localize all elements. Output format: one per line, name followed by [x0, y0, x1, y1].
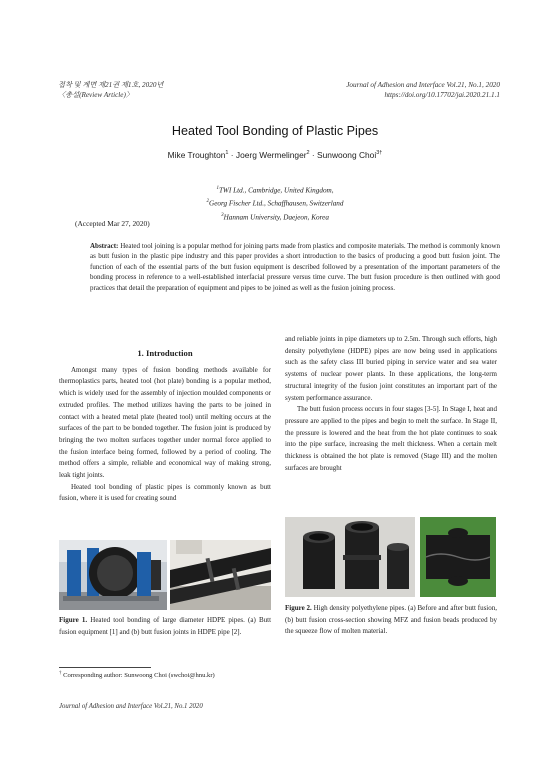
affiliation-sup: 2	[206, 199, 209, 205]
author-separator: ·	[311, 150, 315, 160]
affiliation-text: TWI Ltd., Cambridge, United Kingdom,	[218, 186, 334, 195]
header-doi-link[interactable]: https://doi.org/10.17702/jai.2020.21.1.1	[384, 91, 500, 99]
header-journal-name: Journal of Adhesion and Interface Vol.21, No.1, 2020	[346, 81, 500, 89]
author-name: Sunwoong Choi	[317, 150, 377, 160]
abstract-label: Abstract:	[90, 242, 119, 250]
figure-2-label: Figure 2.	[285, 604, 312, 612]
footnote-sup: †	[59, 671, 62, 676]
paragraph: Heated tool bonding of plastic pipes is commonly known as butt fusion, where it is used for creating sound	[59, 482, 271, 503]
figure-2-caption-text: High density polyethylene pipes. (a) Before and after butt fusion, (b) butt fusion cross-section showing MFZ and fusion beads produced by the squeeze flow of molten material.	[285, 604, 497, 636]
figure-1-caption-text: Heated tool bonding of large diameter HDPE pipes. (a) Butt fusion equipment [1] and (b) butt fusion joints in HDPE pipe [2].	[59, 616, 272, 636]
page-footer: Journal of Adhesion and Interface Vol.21, No.1 2020	[59, 703, 203, 710]
figure-1-caption	[59, 615, 271, 638]
footnote-rule	[59, 667, 151, 668]
footnote-text: Corresponding author: Sunwoong Choi (swchoi@hnu.kr)	[63, 672, 215, 680]
author-name: Joerg Wermelinger	[235, 150, 307, 160]
running-header-right	[346, 80, 500, 100]
author-sup: 2	[306, 150, 310, 157]
figure-2b-fusion-cross-section-photo	[420, 517, 496, 597]
affiliation-sup: 1	[216, 186, 219, 191]
figure-2-caption	[285, 603, 497, 638]
paragraph: Amongst many types of fusion bonding methods available for thermoplastics parts, heated tool (hot plate) bonding is a popular method, which is widely used for the assembly of injection moulded components or extruded profiles. The method utilizes having the parts to be joined in contact with a heated metal plate (heated tool) until melting occurs at the surfaces of the part to be bonded together. The fusion joint is produced by bringing the two molten surfaces together under normal force applied to the fusion interface being formed, followed by a period of cooling. The method offers a simple, reliable and economical way of making strong, leak tight joints.	[59, 365, 271, 480]
running-header-left	[58, 80, 163, 100]
paper-title: Heated Tool Bonding of Plastic Pipes	[171, 124, 379, 138]
author-sup: 1	[225, 150, 229, 157]
paragraph: and reliable joints in pipe diameters up to 2.5m. Through such efforts, high density polyethylene (HDPE) pipes are now being used in applications such as the safety class III buried piping in service water and sea water systems of nuclear power plants. In these applications, the long-term structural integrity of the fusion joint constitutes an important part of the system performance assurance.	[285, 335, 497, 402]
footnote	[59, 671, 215, 679]
abstract-text: Heated tool joining is a popular method for joining parts made from plastics and composite materials. The method is commonly known as butt fusion in the plastic pipe industry and this paper provides a short introduction to the basics of producing a good butt fusion joint. The function of each of the essential parts of the butt fusion equipment is described followed by a presentation of the important parameters of the bonding process in reference to a well-established interfacial pressure versus time curve. The butt fusion procedure is then outlined with good practices that detail the preparation of equipment and pipes to be joined as well as the fusion joining process.	[90, 242, 500, 292]
affiliation-list	[0, 183, 550, 223]
left-column	[59, 348, 271, 505]
abstract	[90, 241, 500, 293]
paragraph: The butt fusion process occurs in four stages [3-5]. In Stage I, heat and pressure are applied to the pipes and begin to melt the surface. In Stage II, the pressure is lowered and the heat from the hot plate continues to soak into the pipe surface, increasing the melt thickness. When a certain melt thickness is obtained the hot plate is removed (Stage III) and the molten surfaces are brought	[285, 405, 497, 472]
figure-2a-pipe-samples-photo	[285, 517, 415, 597]
affiliation-text: Hannam University, Daejeon, Korea	[223, 213, 329, 222]
author-list	[0, 150, 550, 160]
affiliation-text: Georg Fischer Ltd., Schaffhausen, Switzerland	[209, 199, 344, 208]
section-heading: 1. Introduction	[137, 348, 193, 358]
affiliation	[0, 196, 550, 209]
affiliation	[0, 183, 550, 196]
affiliation-sup: 3	[221, 212, 224, 218]
figure-1a-butt-fusion-machine-photo	[59, 540, 167, 610]
author-sup: 3†	[376, 150, 383, 157]
header-korean-journal: 접착 및 계면 제21권 제1호, 2020년	[58, 81, 164, 89]
right-column	[285, 334, 497, 474]
header-article-type: 〈총설(Review Article)〉	[58, 91, 134, 99]
author-separator: ·	[230, 150, 234, 160]
accepted-date: (Accepted Mar 27, 2020)	[75, 219, 150, 228]
figure-1-label: Figure 1.	[59, 616, 88, 624]
author-name: Mike Troughton	[167, 150, 226, 160]
figure-1b-pipe-joints-photo	[170, 540, 271, 610]
